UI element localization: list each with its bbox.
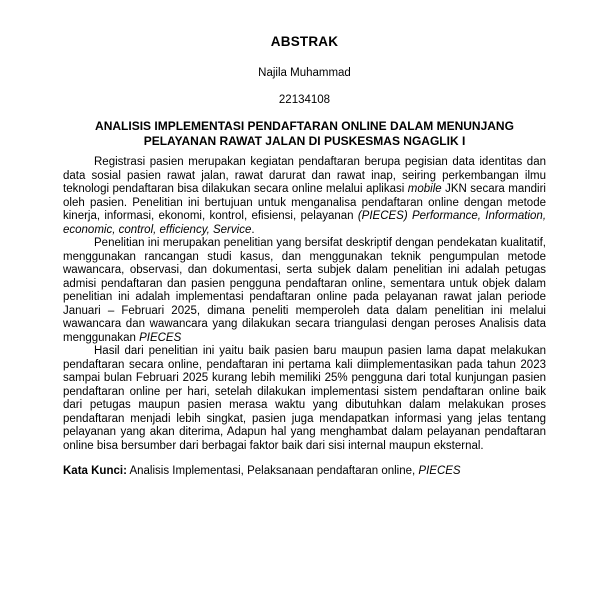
keywords-line: Kata Kunci: Analisis Implementasi, Pelaksanaan pendaftaran online, PIECES bbox=[63, 465, 461, 477]
abstract-paragraph-1: Registrasi pasien merupakan kegiatan pendaftaran berupa pegisian data identitas dan data sosial pasien rawat jalan, rawat darurat dan rawat inap, seiring perkembangan ilmu teknologi pendaftaran bisa dilakukan secara online melalui aplikasi mobile JKN secara mandiri oleh pasien. Penelitian ini bertujuan untuk menganalisa pendaftaran online dengan metode kinerja, informasi, ekonomi, kontrol, efisiensi, pelayanan (PIECES) Performance, Information, economic, control, efficiency, Service. bbox=[63, 156, 547, 236]
author-name: Najila Muhammad bbox=[258, 67, 351, 79]
thesis-title: ANALISIS IMPLEMENTASI PENDAFTARAN ONLINE DALAM MENUNJANG PELAYANAN RAWAT JALAN DI PUSKESMAS NGAGLIK I bbox=[95, 119, 514, 148]
abstract-paragraph-2: Penelitian ini merupakan penelitian yang bersifat deskriptif dengan pendekatan kualitatif, menggunakan rancangan studi kasus, dan menggunakan teknik pengumpulan metode wawancara, observasi, dan dokumentasi, serta subjek dalam penelitian ini adalah petugas admisi pendaftaran dan pasien pengguna pendaftaran online, sementara untuk objek dalam penelitian ini adalah implementasi pendaftaran online pada pelayanan rawat jalan periode Januari – Februari 2025, dimana peneliti memperoleh data dalam penelitian ini melalui wawancara dan wawancara yang dilakukan secara triangulasi dengan peroses Analisis data menggunakan PIECES bbox=[63, 237, 546, 344]
page-title: ABSTRAK bbox=[270, 34, 339, 49]
abstract-document bbox=[0, 34, 603, 609]
abstract-paragraph-3: Hasil dari penelitian ini yaitu baik pasien baru maupun pasien lama dapat melakukan pendaftaran secara online, pendaftaran ini pertama kali diimplementasikan pada tahun 2023 sampai bulan Februari 2025 kurang lebih memiliki 25% pengguna dari total kunjungan pasien pendaftaran online per hari, setelah dilakukan implementasi sistem pendaftaran online baik dari petugas maupun pasien merasa waktu yang dibutuhkan dalam melakukan proses pendaftaran menjadi lebih singkat, pasien juga mendapatkan informasi yang jelas tentang pelayanan yang akan diterima, Adapun hal yang menghambat dalam pelayanan pendaftaran online bisa bersumber dari berbagai faktor baik dari sisi internal maupun eksternal. bbox=[63, 345, 546, 452]
document-page bbox=[0, 34, 603, 609]
student-id: 22134108 bbox=[278, 94, 331, 106]
